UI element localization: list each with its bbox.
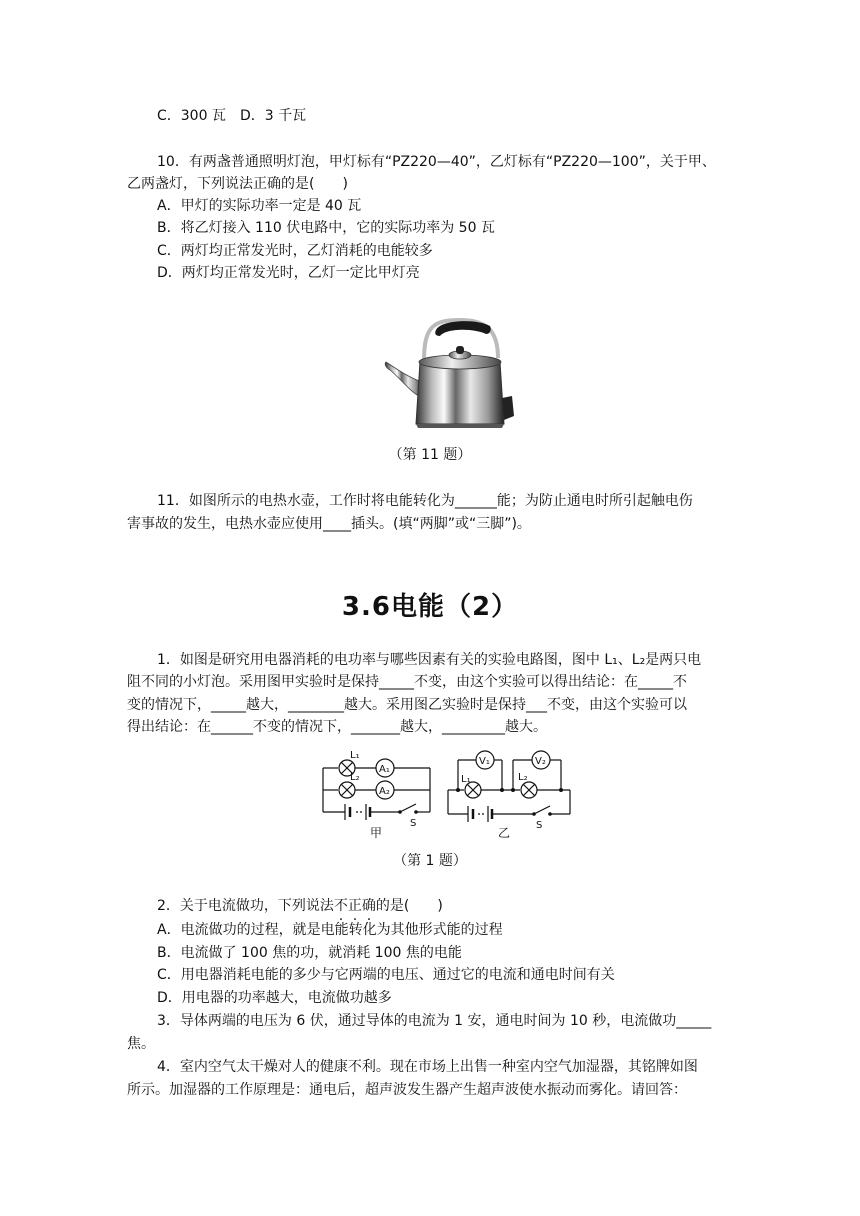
jia-label-switch: S	[410, 818, 417, 829]
q10-stem-line2: 乙两盏灯，下列说法正确的是( )	[127, 176, 348, 192]
fig11-caption: （第 11 题）	[388, 447, 472, 463]
q3-line2: 焦。	[127, 1036, 155, 1052]
q2-stem-emph-2: 正	[347, 898, 362, 914]
q3-line1: 3．导体两端的电压为 6 伏，通过导体的电流为 1 安，通电时间为 10 秒，电流做功_____	[157, 1013, 712, 1029]
q9-options: C．300 瓦 D．3 千瓦	[157, 108, 307, 124]
q10-option-c: C．两灯均正常发光时，乙灯消耗的电能较多	[157, 243, 433, 259]
jia-label: 甲	[370, 826, 383, 840]
q11-line1: 11．如图所示的电热水壶，工作时将电能转化为______能；为防止通电时所引起触电伤	[157, 493, 693, 509]
q10-option-a: A．甲灯的实际功率一定是 40 瓦	[157, 198, 362, 214]
fig1-caption: （第 1 题）	[393, 853, 467, 869]
q2-stem-pre: 2．关于电流做功，下列说法	[157, 898, 334, 914]
q1-line2: 阻不同的小灯泡。采用图甲实验时是保持_____不变，由这个实验可以得出结论：在_____不	[127, 674, 687, 690]
yi-label-switch: S	[536, 820, 543, 831]
yi-label-V1: V₁	[479, 756, 490, 767]
yi-label-V2: V₂	[535, 756, 546, 767]
q2-stem-emph-3: 确	[361, 898, 376, 914]
q2-option-d: D．用电器的功率越大，电流做功越多	[157, 990, 392, 1006]
q2-stem-emph-1: 不	[333, 898, 348, 914]
kettle-figure	[380, 312, 525, 432]
section-title: 3.6电能（2）	[341, 592, 519, 622]
yi-label-L1: L₁	[461, 774, 471, 785]
q2-stem-post: 的是( )	[375, 898, 443, 914]
q2-option-b: B．电流做了 100 焦的功，就消耗 100 焦的电能	[157, 945, 462, 961]
q2-option-c: C．用电器消耗电能的多少与它两端的电压、通过它的电流和通电时间有关	[157, 967, 615, 983]
jia-label-A2: A₂	[379, 786, 390, 797]
circuit-figure	[318, 742, 578, 842]
jia-label-L1: L₁	[350, 750, 360, 761]
q1-line4: 得出结论：在______不变的情况下，_______越大，_________越大。	[127, 719, 547, 735]
q4-line2: 所示。加湿器的工作原理是：通电后，超声波发生器产生超声波使水振动而雾化。请回答：	[127, 1082, 687, 1098]
q10-stem-line1: 10．有两盏普通照明灯泡，甲灯标有“PZ220—40”，乙灯标有“PZ220—100”，关于甲、	[157, 154, 716, 170]
q4-line1: 4．室内空气太干燥对人的健康不利。现在市场上出售一种室内空气加湿器，其铭牌如图	[157, 1059, 698, 1075]
q11-line2: 害事故的发生，电热水壶应使用____插头。(填“两脚”或“三脚”)。	[127, 516, 531, 532]
yi-label-L2: L₂	[518, 772, 528, 783]
q2-option-a: A．电流做功的过程，就是电能转化为其他形式能的过程	[157, 922, 503, 938]
yi-label: 乙	[498, 826, 511, 840]
jia-label-L2: L₂	[350, 772, 360, 783]
q2-stem	[157, 896, 443, 916]
jia-label-A1: A₁	[379, 764, 390, 775]
q10-option-b: B．将乙灯接入 110 伏电路中，它的实际功率为 50 瓦	[157, 220, 495, 236]
q1-line1: 1．如图是研究用电器消耗的电功率与哪些因素有关的实验电路图，图中 L₁、L₂是两只电	[157, 652, 702, 668]
q1-line3: 变的情况下，_____越大，________越大。采用图乙实验时是保持___不变，由这个实验可以	[127, 697, 687, 713]
q10-option-d: D．两灯均正常发光时，乙灯一定比甲灯亮	[157, 265, 420, 281]
